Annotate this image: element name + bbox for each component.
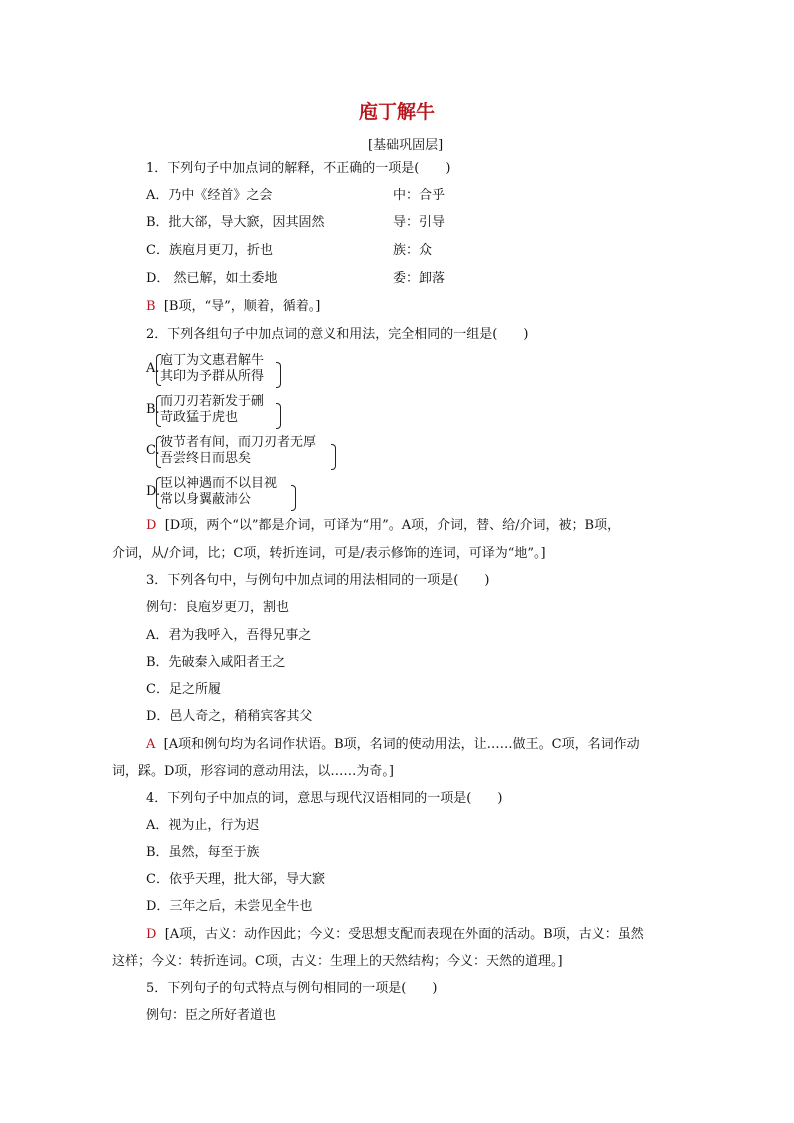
q1-option-b [146,214,325,232]
option-line-2: 吾尝终日而思矣 [160,451,252,466]
page-title: 庖丁解牛 [358,101,435,123]
option-line-1: 臣以神遇而不以目视 [160,476,278,491]
option-line-1: 彼节者有间，而刀刃者无厚 [160,435,317,450]
option-text: D． 然已解，如土委地 [146,271,278,286]
option-letter: D. [146,484,161,499]
explanation: [D项，两个“以”都是介词，可译为“用”。A项，介词，替、给/介词，被；B项， [164,518,621,533]
option-letter: C. [146,443,160,458]
answer-letter: A [146,737,156,752]
option-text: A．乃中《经首》之会 [146,188,273,203]
q4-answer [146,926,644,944]
explanation: [A项和例句均为名词作状语。B项，名词的使动用法，让……做王。C项，名词作动 [163,737,640,752]
q1-option-d [146,270,278,288]
q2-answer [146,517,620,535]
right-brace [331,444,336,470]
q2-stem: 2．下列各组句子中加点词的意义和用法，完全相同的一组是( ) [146,327,529,342]
explanation: [A项，古义：动作因此；今义：受思想支配而表现在外面的活动。B项，古义：虽然 [164,927,644,942]
answer-letter: B [146,299,156,314]
option-line-1: 而刀刃若新发于硎 [160,394,265,409]
option-letter: A. [146,361,160,376]
q2-option-d [146,475,306,509]
option-letter: B. [146,402,160,417]
q1-option-c [146,242,273,260]
option-line-1: 庖丁为文惠君解牛 [160,353,265,368]
option-text: C．族庖月更刀，折也 [146,243,273,258]
q3-answer [146,736,640,754]
q3-option-c: C．足之所履 [146,682,221,697]
q1-gloss-a: 中：合乎 [393,188,446,203]
right-brace [291,485,296,511]
option-line-2: 常以身翼蔽沛公 [160,492,252,507]
option-text: B．批大郤，导大窾，因其固然 [146,215,325,230]
q1-gloss-b: 导：引导 [393,215,446,230]
q3-option-a: A．君为我呼入，吾得兄事之 [146,628,312,643]
q1-option-a [146,187,272,205]
answer-letter: D [146,518,157,533]
q4-stem: 4．下列句子中加点的词，意思与现代汉语相同的一项是( ) [146,791,503,806]
right-brace [276,403,281,429]
q4-option-b: B．虽然，每至于族 [146,845,260,860]
explanation: [B项，“导”，顺着，循着。] [163,299,321,314]
q4-option-d: D．三年之后，未尝见全牛也 [146,899,313,914]
q2-option-a [146,352,286,386]
q4-explanation-cont: 这样；今义：转折连词。C项，古义：生理上的天然结构；今义：天然的道理。] [112,954,563,969]
q1-answer [146,298,320,316]
q4-option-a: A．视为止，行为迟 [146,818,260,833]
answer-letter: D [146,927,157,942]
q2-explanation-cont: 介词，从/介词，比；C项，转折连词，可是/表示修饰的连词，可译为“地”。] [112,546,546,561]
q3-option-d: D．邑人奇之，稍稍宾客其父 [146,709,313,724]
q3-example: 例句：良庖岁更刀，割也 [146,600,290,615]
q5-stem: 5．下列句子的句式特点与例句相同的一项是( ) [146,981,438,996]
q3-option-b: B．先破秦入咸阳者王之 [146,655,286,670]
q5-example: 例句：臣之所好者道也 [146,1008,277,1023]
section-heading: [基础巩固层] [368,138,444,153]
q1-gloss-c: 族：众 [393,243,433,258]
q1-stem: 1．下列句子中加点词的解释，不正确的一项是( ) [146,161,451,176]
q3-explanation-cont: 词，踩。D项，形容词的意动用法，以……为奇。] [112,764,394,779]
q2-option-c [146,434,336,468]
q3-stem: 3．下列各句中，与例句中加点词的用法相同的一项是( ) [146,573,490,588]
q2-option-b [146,393,286,427]
right-brace [276,362,281,388]
option-line-2: 苛政猛于虎也 [160,410,239,425]
option-line-2: 其印为予群从所得 [160,369,265,384]
q4-option-c: C．依乎天理，批大郤，导大窾 [146,872,325,887]
q1-gloss-d: 委：卸落 [393,271,446,286]
